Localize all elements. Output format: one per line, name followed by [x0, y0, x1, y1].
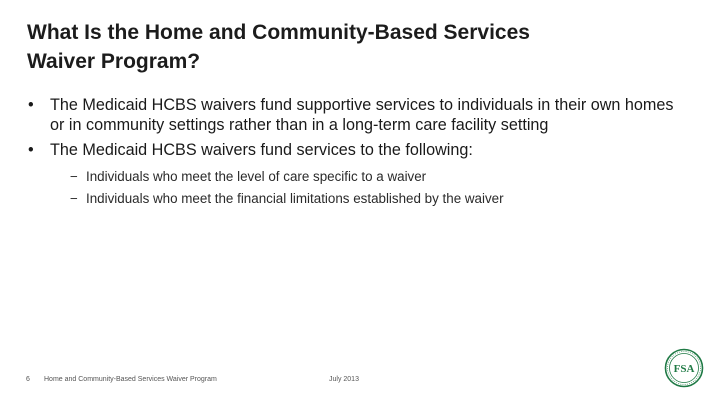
slide-title [27, 18, 687, 76]
sub-bullet-item [70, 188, 677, 210]
seal-letters: FSA [673, 363, 695, 375]
sub-bullet-text: Individuals who meet the level of care specific to a waiver [86, 169, 427, 184]
sub-bullet-marker: − [70, 191, 78, 206]
slide-title-line-1: What Is the Home and Community-Based Services [27, 21, 530, 44]
bullet-item [27, 95, 677, 135]
state-seal-icon [664, 348, 704, 388]
sub-bullet-marker: − [70, 169, 78, 184]
sub-bullet-item [70, 166, 677, 188]
slide-title-line-2: Waiver Program? [27, 50, 201, 73]
bullet-list [27, 95, 677, 215]
sub-bullet-list [50, 166, 677, 210]
bullet-item [27, 140, 677, 210]
bullet-text: The Medicaid HCBS waivers fund supportive services to individuals in their own homes or in community settings rather than in a long-term care facility setting [50, 96, 674, 134]
bullet-marker: • [28, 96, 34, 114]
footer-title: Home and Community-Based Services Waiver Program [44, 376, 217, 383]
footer-date: July 2013 [329, 376, 359, 383]
bullet-text: The Medicaid HCBS waivers fund services to the following: [50, 141, 473, 159]
bullet-marker: • [28, 141, 34, 159]
page-number: 6 [26, 376, 30, 383]
sub-bullet-text: Individuals who meet the financial limitations established by the waiver [86, 191, 504, 206]
